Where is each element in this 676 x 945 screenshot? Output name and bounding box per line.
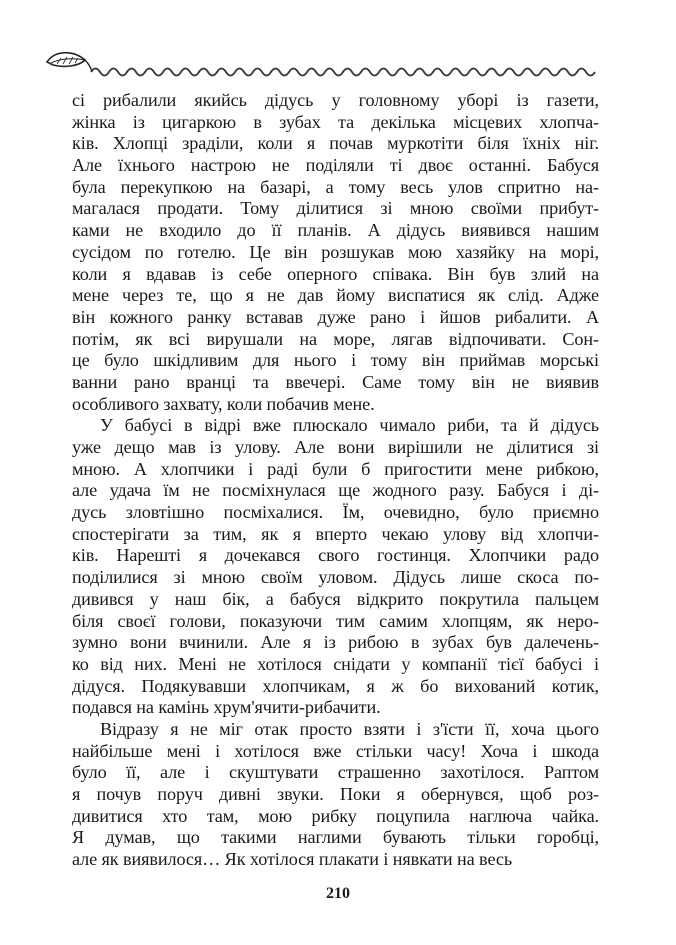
text-line: але удача їм не посміхнулася ще жодного разу. Бабуся і ді- <box>72 480 599 501</box>
text-line: була перекупкою на базарі, а тому весь улов спритно на- <box>72 176 599 197</box>
header-ornament <box>45 48 605 88</box>
text-line: він кожного ранку вставав дуже рано і йшов рибалити. А <box>72 306 599 327</box>
body-text <box>72 90 599 871</box>
text-line: жінка із цигаркою в зубах та декілька місцевих хлопча- <box>72 111 599 132</box>
text-line: ками не входило до її планів. А дідусь виявився нашим <box>72 220 599 241</box>
text-line: це було шкідливим для нього і тому він приймав морські <box>72 350 599 371</box>
text-line: біля своєї голови, показуючи тим самим хлопцям, як неро- <box>72 610 599 631</box>
wavy-line-ornament <box>91 69 595 76</box>
text-line: У бабусі в відрі вже плюскало чимало риби, та й дідусь <box>100 415 599 436</box>
text-line: дивитися хто там, мою рибку поцупила наглюча чайка. <box>72 805 599 826</box>
text-line: мене через те, що я не дав йому виспатися як слід. Адже <box>72 285 599 306</box>
text-line: Я думав, що такими наглими бувають тільки горобці, <box>72 827 599 848</box>
text-line: ванни рано вранці та ввечері. Саме тому він не виявив <box>72 371 599 392</box>
text-line: дусь зловтішно посміхалися. Їм, очевидно, було приємно <box>72 502 599 523</box>
text-line: дідуся. Подякувавши хлопчикам, я ж бо вихований котик, <box>72 675 599 696</box>
text-line: Відразу я не міг отак просто взяти і з'їсти її, хоча цього <box>100 718 599 739</box>
text-line: ко від них. Мені не хотілося снідати у компанії тієї бабусі і <box>72 653 599 674</box>
text-line: Але їхнього настрою не поділяли ті двоє останні. Бабуся <box>72 155 599 176</box>
text-line: зумно вони вчинили. Але я із рибою в зубах був далечень- <box>72 632 599 653</box>
text-line: подався на камінь хрум'ячити-рибачити. <box>72 697 381 718</box>
text-line: я почув поруч дивні звуки. Поки я обернувся, щоб роз- <box>72 784 599 804</box>
page-number: 210 <box>326 885 350 902</box>
text-line: поділилися зі мною своїм уловом. Дідусь лише скоса по- <box>72 567 599 588</box>
text-line: дивився у наш бік, а бабуся відкрито покрутила пальцем <box>72 588 599 609</box>
text-line: коли я вдавав із себе оперного співака. Він був злий на <box>72 263 599 284</box>
text-line: магалася продати. Тому ділитися зі мною своїми прибут- <box>72 198 599 219</box>
text-line: сі рибалили якийсь дідусь у головному уборі із газети, <box>72 90 599 110</box>
text-line: було її, але і скуштувати страшенно захотілося. Раптом <box>72 762 599 783</box>
text-line: особливого захвату, коли побачив мене. <box>72 393 375 414</box>
text-line: спостерігати за тим, як я вперто чекаю улову від хлопчи- <box>72 523 599 544</box>
text-line: потім, як всі вирушали на море, лягав відпочивати. Сон- <box>72 328 599 349</box>
feather-quill-icon <box>47 53 92 72</box>
text-line: мною. А хлопчики і раді були б пригостити мене рибкою, <box>72 458 599 479</box>
text-line: найбільше мені і хотілося вже стільки часу! Хоча і шкода <box>72 740 599 761</box>
text-line: ків. Хлопці зраділи, коли я почав муркотіти біля їхніх ніг. <box>72 133 599 154</box>
text-line: але як виявилося… Як хотілося плакати і нявкати на весь <box>72 849 513 870</box>
text-line: сусідом по готелю. Це він розшукав мою хазяйку на морі, <box>72 241 599 262</box>
text-line: уже дещо мав із улову. Але вони вирішили не ділитися зі <box>72 437 599 457</box>
text-line: ків. Нарешті я дочекався свого гостинця. Хлопчики радо <box>72 545 599 566</box>
